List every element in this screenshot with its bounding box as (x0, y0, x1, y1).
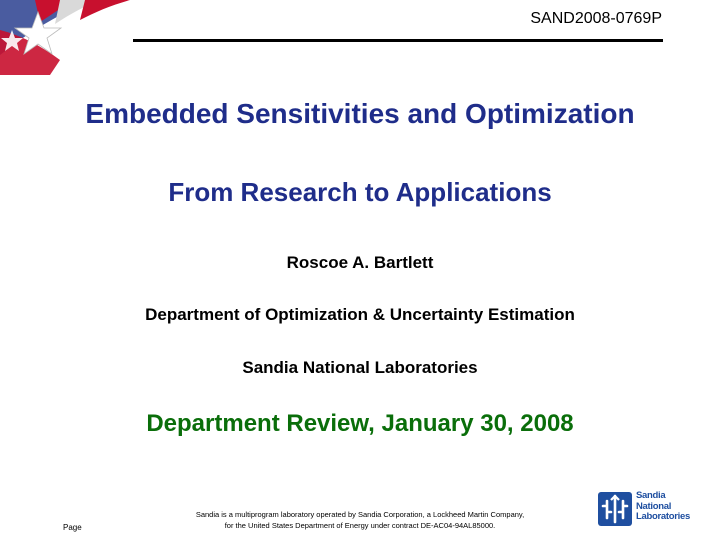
header-divider (133, 39, 663, 42)
sandia-logo-text (636, 491, 698, 523)
lab-name: Sandia National Laboratories (242, 358, 478, 377)
review-date: Department Review, January 30, 2008 (146, 410, 574, 437)
sandia-logo-line-2: National (636, 500, 672, 512)
author-name: Roscoe A. Bartlett (286, 253, 434, 272)
slide-title: Embedded Sensitivities and Optimization (85, 98, 635, 129)
disclaimer-line-2: for the United States Department of Energy under contract DE-AC04-94AL85000. (224, 521, 496, 530)
sandia-logo (598, 490, 698, 530)
disclaimer-line-1: Sandia is a multiprogram laboratory operated by Sandia Corporation, a Lockheed Martin Company, (195, 510, 525, 519)
footer-disclaimer (140, 509, 580, 531)
page-label: Page (63, 523, 82, 532)
sandia-logo-line-3: Laboratories (636, 511, 690, 522)
sandia-thunderbird-icon (598, 492, 632, 526)
star-flag-icon (0, 0, 130, 75)
document-id: SAND2008-0769P (530, 10, 662, 27)
department-name: Department of Optimization & Uncertainty Estimation (145, 305, 575, 324)
sandia-logo-line-1: Sandia (636, 490, 666, 501)
slide-subtitle: From Research to Applications (168, 177, 552, 207)
